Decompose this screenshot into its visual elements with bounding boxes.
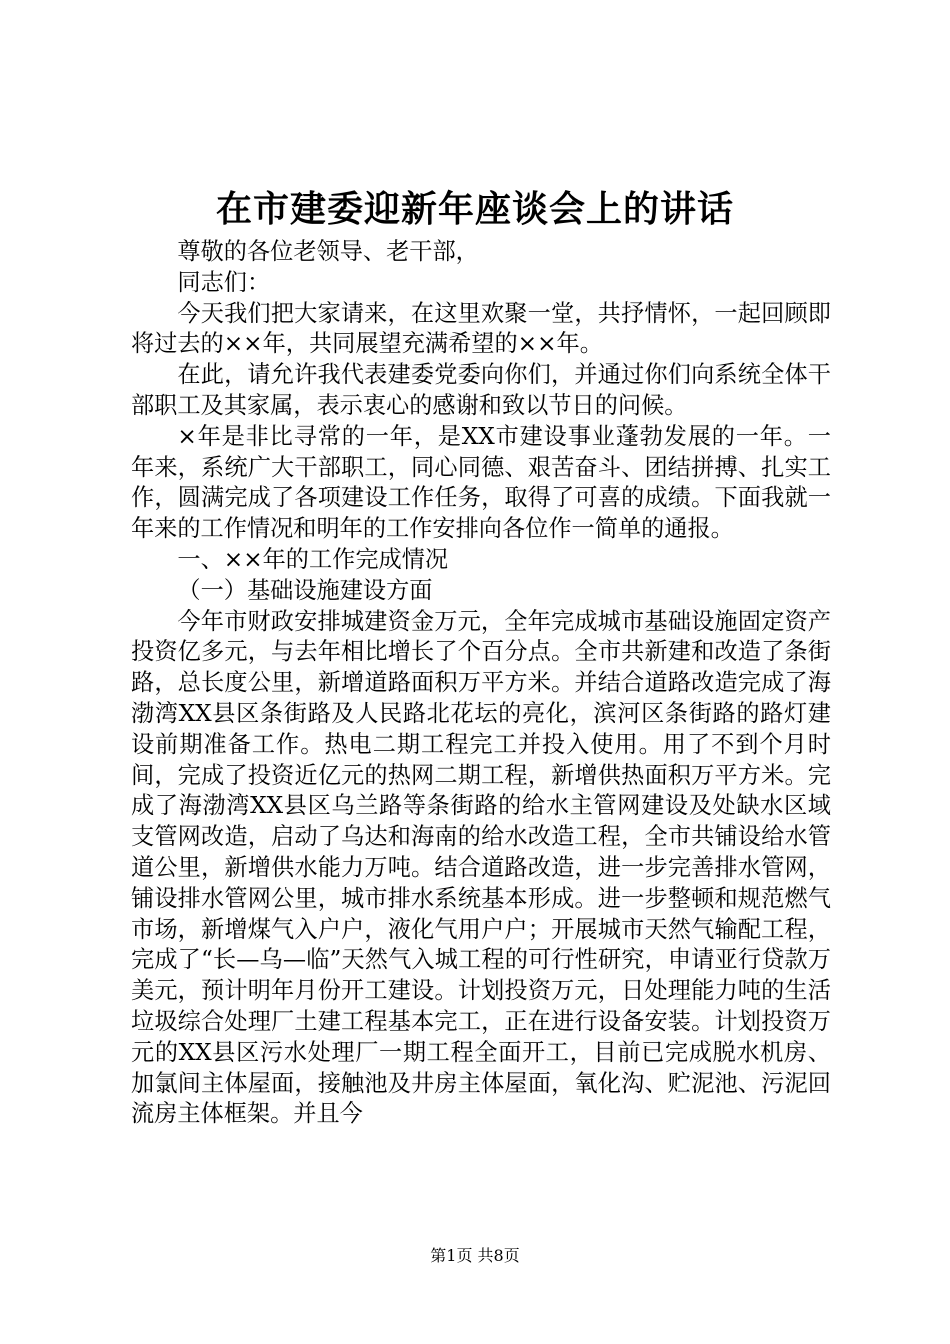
paragraph-year-review: ×年是非比寻常的一年，是XX市建设事业蓬勃发展的一年。一年来，系统广大干部职工，同心同德、艰苦奋斗、团结拼搏、扎实工作，圆满完成了各项建设工作任务，取得了可喜的成绩。下面我就一年来的工作情况和明年的工作安排向各位作一简单的通报。 <box>131 422 831 543</box>
document-title: 在市建委迎新年座谈会上的讲话 <box>215 188 734 230</box>
section-heading-1: 一、××年的工作完成情况 <box>177 545 449 573</box>
page-number: 第1页 共8页 <box>430 1246 520 1265</box>
paragraph-opening: 今天我们把大家请来，在这里欢聚一堂，共抒情怀，一起回顾即将过去的××年，共同展望充满希望的××年。 <box>131 299 831 358</box>
salutation-comrades: 同志们： <box>177 268 271 296</box>
paragraph-greetings: 在此，请允许我代表建委党委向你们，并通过你们向系统全体干部职工及其家属，表示衷心的感谢和致以节日的问候。 <box>131 361 831 419</box>
salutation-leaders: 尊敬的各位老领导、老干部， <box>177 238 479 265</box>
subsection-heading-1: （一）基础设施建设方面 <box>177 576 433 604</box>
paragraph-infrastructure: 今年市财政安排城建资金万元，全年完成城市基础设施固定资产投资亿多元，与去年相比增长了个百分点。全市共新建和改造了条街路，总长度公里，新增道路面积万平方米。并结合道路改造完成了海渤湾XX县区条街路及人民路北花坛的亮化，滨河区条街路的路灯建设前期准备工作。热电二期工程完工并投入使用。用了不到个月时间，完成了投资近亿元的热网二期工程，新增供热面积万平方米。完成了海渤湾XX县区乌兰路等条街路的给水主管网建设及处缺水区域支管网改造，启动了乌达和海南的给水改造工程，全市共铺设给水管道公里，新增供水能力万吨。结合道路改造，进一步完善排水管网，铺设排水管网公里，城市排水系统基本形成。进一步整顿和规范燃气市场，新增煤气入户户，液化气用户户；开展城市天然气输配工程，完成了“长—乌—临”天然气入城工程的可行性研究，申请亚行贷款万美元，预计明年月份开工建设。计划投资万元，日处理能力吨的生活垃圾综合处理厂土建工程基本完工，正在进行设备安装。计划投资万元的XX县区污水处理厂一期工程全面开工，目前已完成脱水机房、加氯间主体屋面，接触池及井房主体屋面，氧化沟、贮泥池、污泥回流房主体框架。并且今 <box>131 607 831 1128</box>
document-body <box>131 237 831 1130</box>
